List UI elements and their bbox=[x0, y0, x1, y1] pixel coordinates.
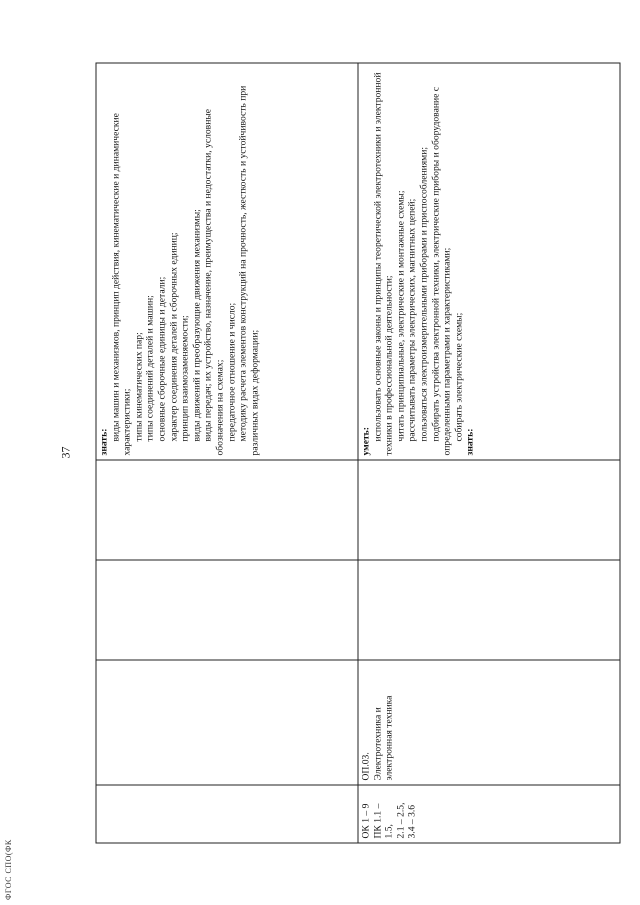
empty-cell bbox=[358, 560, 620, 660]
list-item: передаточное отношение и число; bbox=[226, 302, 238, 442]
table-row bbox=[96, 63, 358, 843]
list-item: принцип взаимозаменяемости; bbox=[179, 315, 191, 442]
list-item: читать принципиальные, электрические и монтажные схемы; bbox=[395, 190, 407, 442]
competence-cell: ОК 1 – 9 ПК 1.1 – 1.5, 2.1 – 2.5, 3.4 – 3.6 bbox=[358, 785, 620, 843]
rotated-content bbox=[1, 5, 640, 900]
knowledge-heading: знать: bbox=[464, 428, 476, 456]
page-number: 37 bbox=[58, 446, 73, 459]
knowledge-heading: знать: bbox=[98, 428, 110, 456]
empty-cell bbox=[96, 560, 358, 660]
competence-cell bbox=[96, 785, 358, 843]
list-item: типы кинематических пар; bbox=[133, 332, 145, 442]
list-item: основные сборочные единицы и детали; bbox=[156, 276, 168, 442]
list-item: виды машин и механизмов, принцип действия, кинематические и динамические характеристики; bbox=[110, 113, 133, 456]
list-item: типы соединений деталей и машин; bbox=[144, 295, 156, 442]
skills-heading: уметь: bbox=[360, 427, 372, 456]
table-row bbox=[358, 63, 620, 843]
competence-table bbox=[96, 63, 621, 844]
list-item: подбирать устройства электронной техники, электрические приборы и оборудование с определенными параметрами и характеристиками; bbox=[430, 86, 453, 456]
empty-cell bbox=[358, 460, 620, 560]
list-item: характер соединения деталей и сборочных единиц; bbox=[168, 232, 180, 442]
list-item: пользоваться электроизмерительными приборами и приспособлениями; bbox=[418, 146, 430, 442]
empty-cell bbox=[96, 460, 358, 560]
list-item: методику расчета элементов конструкций на прочность, жесткость и устойчивость при различных видах деформации; bbox=[237, 85, 261, 456]
knowledge-cell bbox=[96, 63, 358, 460]
list-item: рассчитывать параметры электрических, магнитных цепей; bbox=[406, 198, 418, 442]
discipline-cell bbox=[96, 660, 358, 785]
discipline-cell: ОП.03. Электротехника и электронная техника bbox=[358, 660, 620, 785]
skills-cell bbox=[358, 63, 620, 460]
list-item: виды передач; их устройство, назначение, преимущества и недостатки, условные обозначения на схемах; bbox=[202, 108, 226, 456]
footer-stamp: ФГОС СПО(ФК bbox=[4, 839, 13, 900]
list-item: использовать основные законы и принципы теоретической электротехники и электронной техники в профессиональной деятельности; bbox=[372, 72, 395, 456]
list-item: виды движений и преобразующие движения механизмы; bbox=[191, 209, 203, 442]
list-item: собирать электрические схемы; bbox=[453, 312, 465, 442]
